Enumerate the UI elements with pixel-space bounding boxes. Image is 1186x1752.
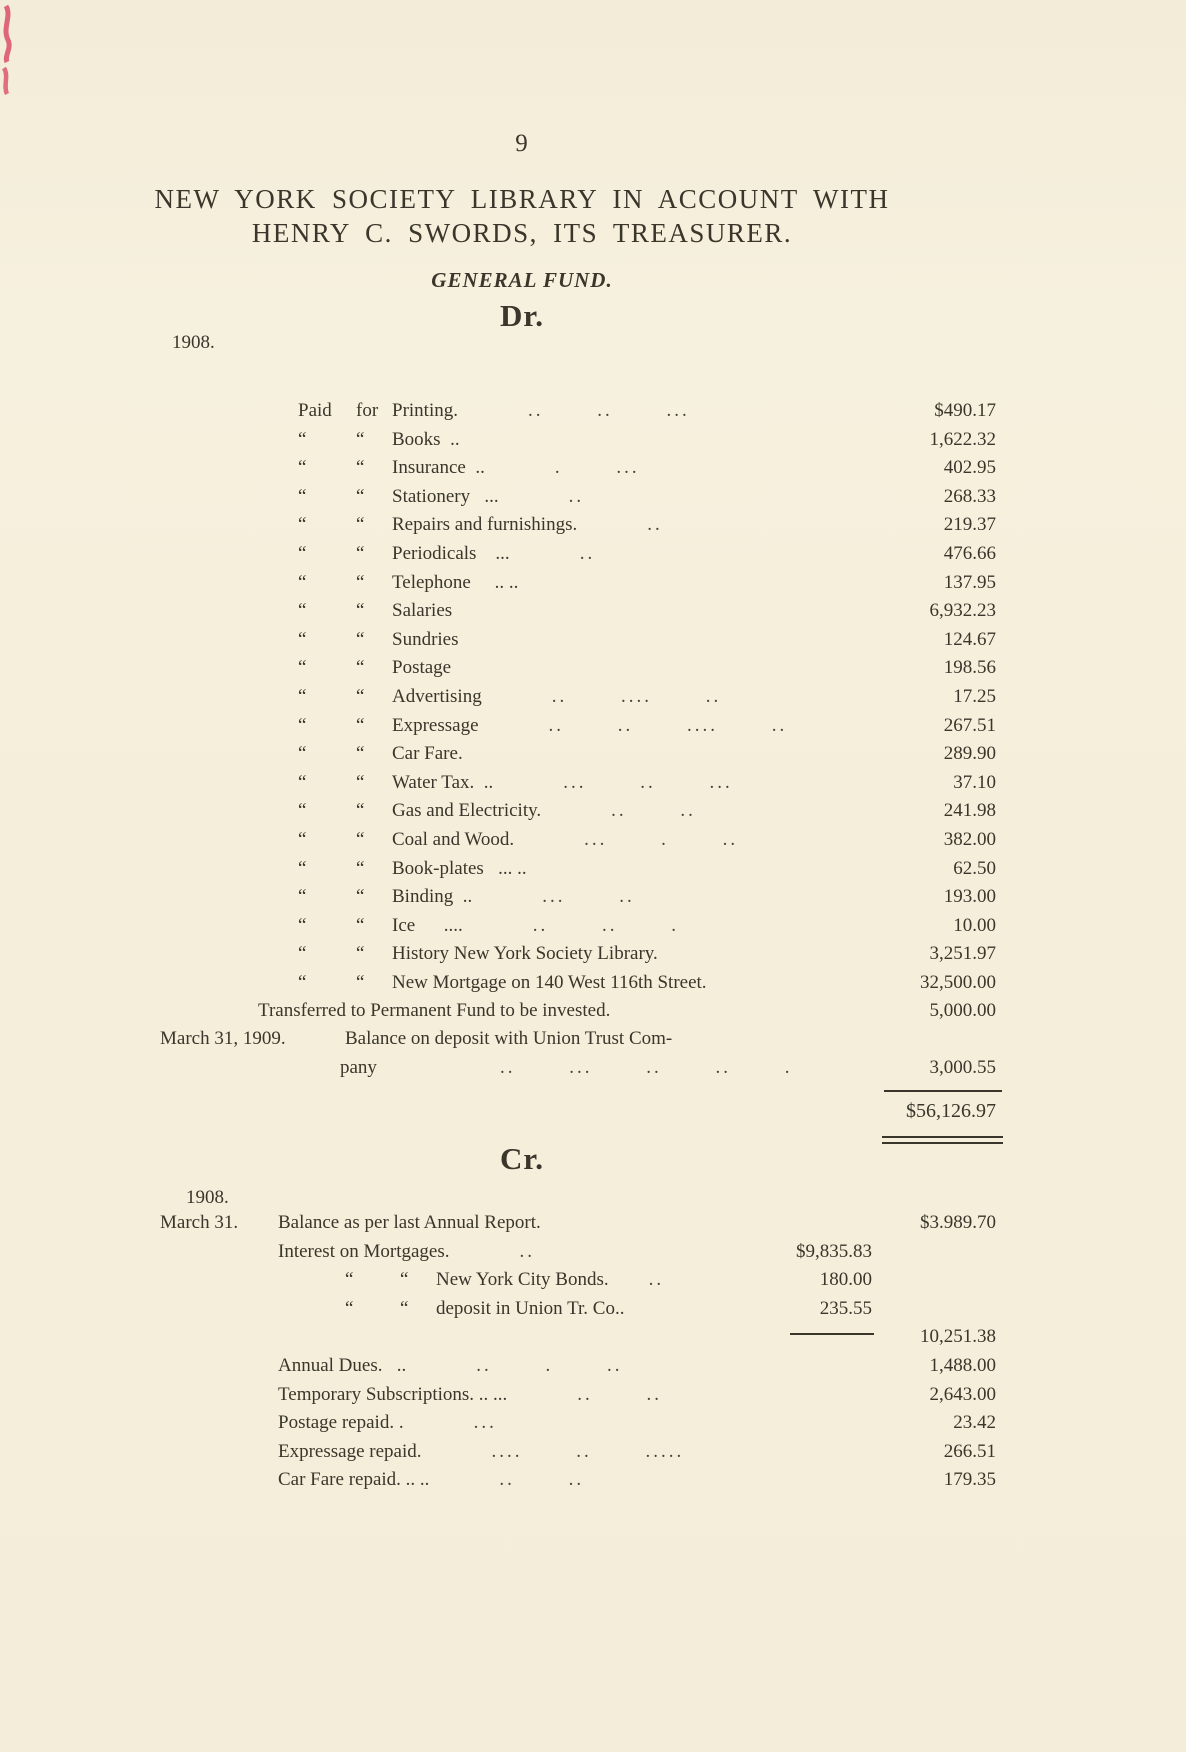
cr-row-sublabel: deposit in Union Tr. Co.. (436, 1297, 625, 1319)
transfer-amount: 5,000.00 (929, 1000, 996, 1021)
transfer-row (0, 1000, 1186, 1029)
total-rule (884, 1090, 1002, 1092)
cr-row-leader-dots: .. (519, 1240, 535, 1262)
dr-row-amount: 268.33 (943, 485, 996, 507)
transfer-label: Transferred to Permanent Fund to be invested. (258, 1000, 611, 1021)
dr-row-amount: 3,251.97 (929, 943, 996, 965)
balance-leader-dots: .. ... .. .. . (500, 1057, 793, 1078)
dr-ledger-row (0, 972, 1186, 1001)
balance-continuation: pany (340, 1057, 377, 1078)
dr-row-prefix2: “ (356, 543, 365, 564)
dr-row-leader-dots: .. .... .. (551, 686, 722, 707)
dr-row-amount: 32,500.00 (920, 972, 996, 993)
dr-row-label: New Mortgage on 140 West 116th Street. (392, 972, 707, 993)
dr-ledger-row (0, 858, 1186, 887)
dr-row-leader-dots: ... .. (542, 886, 635, 908)
dr-row-label: Water Tax. .. ... .. ... (392, 771, 733, 793)
dr-row-leader-dots: . ... (554, 457, 640, 479)
dr-row-prefix2: “ (356, 686, 365, 707)
dr-ledger-row (0, 600, 1186, 629)
dr-row-prefix2: “ (356, 972, 365, 993)
dr-row-prefix1: “ (298, 543, 307, 564)
dr-row-leader-dots: .. .. ... (527, 400, 690, 421)
dr-row-label: Sundries (392, 628, 459, 650)
dr-row-amount: 267.51 (943, 714, 996, 736)
dr-ledger-row (0, 486, 1186, 515)
dr-row-prefix2: “ (356, 628, 365, 650)
dr-row-label: Stationery ... .. (392, 485, 585, 507)
dr-row-prefix1: Paid (298, 400, 332, 421)
dr-row-prefix2: “ (356, 743, 365, 765)
page-number: 9 (515, 130, 529, 157)
cr-row-label: Annual Dues. .. .. . .. (278, 1355, 623, 1376)
dr-row-label: Insurance .. . ... (392, 457, 640, 479)
dr-ledger-row (0, 772, 1186, 801)
cr-row-leader-dots: .. .. (499, 1469, 585, 1491)
cr-subtotal-amount: 10,251.38 (920, 1326, 996, 1348)
dr-row-prefix1: “ (298, 886, 307, 908)
dr-row-amount: 289.90 (943, 743, 996, 765)
cr-row-label: Expressage repaid. .... .. ..... (278, 1440, 685, 1462)
dr-row-prefix2: “ (356, 800, 365, 822)
dr-row-prefix1: “ (298, 686, 307, 707)
dr-ledger-row (0, 886, 1186, 915)
cr-row-prefix2: “ (400, 1297, 409, 1319)
cr-ledger-row (0, 1269, 1186, 1298)
dr-row-label: Printing. .. .. ... (392, 400, 690, 421)
dr-row-leader-dots: .. .. . (532, 914, 679, 936)
cr-row-label: Interest on Mortgages. .. (278, 1240, 535, 1262)
dr-row-prefix1: “ (298, 571, 307, 593)
cr-row-leader-dots: .... .. ..... (491, 1440, 685, 1462)
dr-row-prefix2: “ (356, 914, 365, 936)
section-title-general-fund: GENERAL FUND. (431, 268, 613, 292)
dr-ledger-row (0, 715, 1186, 744)
balance-row-line2 (0, 1057, 1186, 1086)
dr-row-leader-dots: .. (647, 514, 663, 536)
dr-heading: Dr. (499, 298, 545, 333)
dr-ledger-row (0, 829, 1186, 858)
dr-row-label: Binding .. ... .. (392, 886, 635, 908)
cr-ledger-row (0, 1326, 1186, 1355)
dr-row-label: Postage (392, 657, 452, 679)
dr-row-prefix2: “ (356, 600, 365, 622)
dr-ledger-row (0, 514, 1186, 543)
document-title-line2: HENRY C. SWORDS, ITS TREASURER. (251, 218, 793, 248)
cr-row-sublabel: New York City Bonds. .. (436, 1269, 665, 1291)
cr-row-prefix1: “ (345, 1297, 354, 1319)
cr-ledger-row (0, 1212, 1186, 1241)
cr-row-label: Balance as per last Annual Report. (278, 1212, 541, 1233)
cr-ledger-row (0, 1469, 1186, 1498)
dr-row-label: Repairs and furnishings. .. (392, 514, 663, 536)
dr-row-amount: 1,622.32 (929, 428, 996, 450)
dr-ledger-row (0, 657, 1186, 686)
dr-row-prefix2: “ (356, 829, 365, 850)
dr-row-label: Books .. (392, 428, 460, 450)
dr-row-prefix2: “ (356, 857, 365, 879)
dr-row-label: Coal and Wood. ... . .. (392, 829, 739, 850)
red-ink-marks (0, 2, 22, 122)
dr-row-label: Car Fare. (392, 743, 463, 765)
cr-ledger-row (0, 1298, 1186, 1327)
dr-row-prefix1: “ (298, 600, 307, 622)
dr-row-prefix1: “ (298, 714, 307, 736)
dr-row-leader-dots: .. .. (611, 800, 696, 822)
dr-row-prefix1: “ (298, 943, 307, 965)
dr-row-prefix2: “ (356, 657, 365, 679)
dr-row-leader-dots: ... . .. (584, 829, 739, 850)
cr-row-prefix2: “ (400, 1269, 409, 1291)
cr-row-prefix1: “ (345, 1269, 354, 1291)
cr-row-outer-amount: 2,643.00 (929, 1383, 996, 1405)
cr-row-leader-dots: .. (648, 1269, 665, 1291)
dr-row-prefix2: “ (356, 514, 365, 536)
dr-row-amount: 382.00 (943, 829, 996, 850)
dr-ledger-row (0, 915, 1186, 944)
dr-row-amount: 10.00 (953, 914, 996, 936)
dr-ledger-row (0, 743, 1186, 772)
dr-row-label: Telephone .. .. (392, 571, 519, 593)
dr-row-leader-dots: .. (579, 543, 596, 564)
balance-amount: 3,000.55 (929, 1057, 996, 1078)
cr-row-date: March 31. (160, 1212, 239, 1233)
cr-row-leader-dots: .. . .. (476, 1355, 623, 1376)
dr-row-prefix2: “ (356, 714, 365, 736)
dr-row-prefix1: “ (298, 972, 307, 993)
dr-row-amount: 193.00 (943, 886, 996, 908)
cr-row-outer-amount: 266.51 (943, 1440, 996, 1462)
dr-row-prefix2: “ (356, 485, 365, 507)
cr-row-outer-amount: 179.35 (943, 1469, 996, 1491)
dr-row-label: Expressage .. .. .... .. (392, 714, 788, 736)
cr-row-label: Temporary Subscriptions. .. ... .. .. (278, 1383, 663, 1405)
dr-row-amount: $490.17 (934, 400, 996, 421)
dr-row-label: Periodicals ... .. (392, 543, 596, 564)
dr-row-label: Salaries (392, 600, 453, 622)
dr-row-prefix1: “ (298, 771, 307, 793)
dr-row-amount: 476.66 (943, 543, 996, 564)
dr-row-prefix1: “ (298, 485, 307, 507)
dr-row-leader-dots: .. (568, 485, 585, 507)
dr-row-prefix1: “ (298, 628, 307, 650)
balance-row-line1 (0, 1028, 1186, 1057)
cr-row-inner-amount: 180.00 (819, 1269, 872, 1291)
dr-row-prefix1: “ (298, 800, 307, 822)
dr-row-label: Advertising .. .... .. (392, 686, 722, 707)
dr-ledger-row (0, 943, 1186, 972)
dr-row-label: Book-plates ... .. (392, 857, 527, 879)
dr-row-amount: 37.10 (953, 771, 996, 793)
dr-ledger-row (0, 457, 1186, 486)
dr-ledger-row (0, 400, 1186, 429)
dr-row-prefix2: “ (356, 943, 365, 965)
dr-row-leader-dots: ... .. ... (563, 771, 733, 793)
dr-row-amount: 62.50 (953, 857, 996, 879)
dr-row-leader-dots: .. .. .... .. (548, 714, 788, 736)
dr-row-amount: 402.95 (943, 457, 996, 479)
dr-row-prefix2: “ (356, 428, 365, 450)
cr-row-label: Car Fare repaid. .. .. .. .. (278, 1469, 585, 1491)
dr-row-prefix2: “ (356, 457, 365, 479)
cr-row-leader-dots: .. .. (577, 1383, 663, 1405)
cr-ledger-row (0, 1241, 1186, 1270)
cr-ledger-row (0, 1384, 1186, 1413)
dr-row-prefix1: “ (298, 428, 307, 450)
dr-row-amount: 124.67 (943, 628, 996, 650)
dr-row-prefix1: “ (298, 457, 307, 479)
cr-ledger-row (0, 1412, 1186, 1441)
dr-row-prefix1: “ (298, 914, 307, 936)
cr-row-label: Postage repaid. . ... (278, 1412, 497, 1434)
dr-row-prefix1: “ (298, 829, 307, 850)
dr-row-prefix2: “ (356, 571, 365, 593)
dr-row-amount: 219.37 (943, 514, 996, 536)
document-title-line1: NEW YORK SOCIETY LIBRARY IN ACCOUNT WITH (154, 184, 890, 214)
balance-date: March 31, 1909. (160, 1028, 286, 1049)
cr-row-inner-amount: 235.55 (819, 1297, 872, 1319)
dr-ledger-row (0, 429, 1186, 458)
cr-row-outer-amount: 23.42 (953, 1412, 996, 1434)
balance-text: Balance on deposit with Union Trust Com- (345, 1028, 673, 1049)
dr-row-amount: 241.98 (943, 800, 996, 822)
cr-row-outer-amount: $3.989.70 (920, 1212, 996, 1233)
dr-row-amount: 137.95 (943, 571, 996, 593)
dr-row-amount: 6,932.23 (929, 600, 996, 622)
cr-subtotal-rule (790, 1333, 874, 1335)
dr-row-amount: 198.56 (943, 657, 996, 679)
dr-row-prefix1: “ (298, 514, 307, 536)
cr-row-inner-amount: $9,835.83 (796, 1240, 872, 1262)
dr-ledger-row (0, 800, 1186, 829)
cr-year-label: 1908. (186, 1187, 229, 1208)
total-row (0, 1100, 1186, 1129)
dr-row-prefix1: “ (298, 657, 307, 679)
dr-total-amount: $56,126.97 (906, 1100, 996, 1122)
dr-row-prefix2: for (356, 400, 379, 421)
dr-ledger-row (0, 629, 1186, 658)
dr-year-label: 1908. (172, 332, 215, 353)
dr-ledger-row (0, 572, 1186, 601)
cr-row-outer-amount: 1,488.00 (929, 1355, 996, 1376)
dr-row-prefix1: “ (298, 743, 307, 765)
dr-row-label: History New York Society Library. (392, 943, 658, 965)
dr-row-amount: 17.25 (953, 686, 996, 707)
dr-ledger-row (0, 686, 1186, 715)
dr-row-prefix2: “ (356, 771, 365, 793)
cr-ledger-row (0, 1441, 1186, 1470)
dr-row-label: Ice .... .. .. . (392, 914, 679, 936)
cr-ledger-row (0, 1355, 1186, 1384)
dr-ledger-row (0, 543, 1186, 572)
dr-row-prefix1: “ (298, 857, 307, 879)
cr-heading: Cr. (499, 1141, 545, 1176)
cr-row-leader-dots: ... (473, 1412, 497, 1434)
dr-row-prefix2: “ (356, 886, 365, 908)
dr-row-label: Gas and Electricity. .. .. (392, 800, 696, 822)
